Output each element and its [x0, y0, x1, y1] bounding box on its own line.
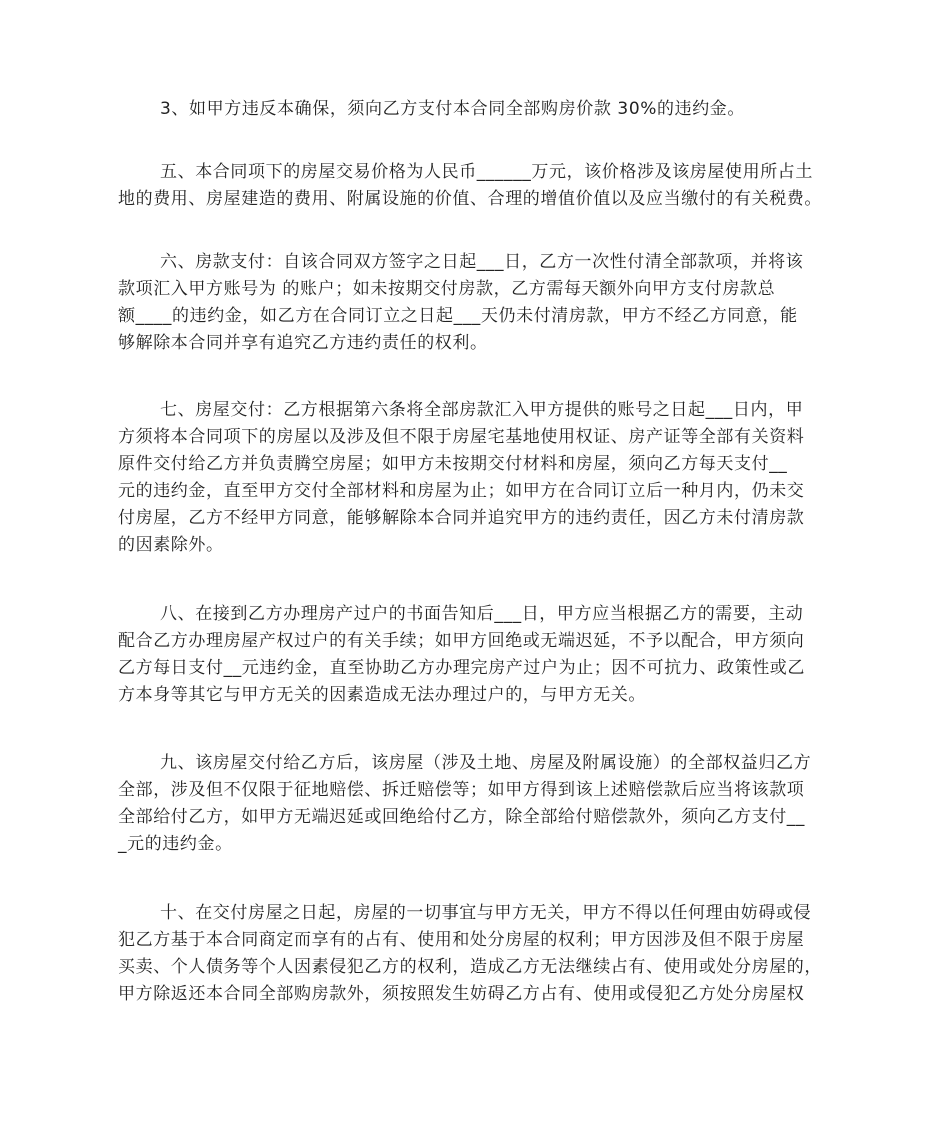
paragraph-line: 五、本合同项下的房屋交易价格为人民币______万元，该价格涉及该房屋使用所占土: [160, 162, 813, 182]
paragraph-line: 付房屋，乙方不经甲方同意，能够解除本合同并追究甲方的违约责任，因乙方未付清房款: [118, 508, 805, 528]
paragraph-line: _元的违约金。: [118, 834, 233, 854]
paragraph-line: 九、该房屋交付给乙方后，该房屋（涉及土地、房屋及附属设施）的全部权益归乙方: [160, 753, 812, 773]
paragraph-line: 六、房款支付：自该合同双方签字之日起___日，乙方一次性付清全部款项，并将该: [160, 252, 804, 272]
paragraph-line: 的因素除外。: [118, 535, 224, 555]
paragraph-line: 元的违约金，直至甲方交付全部材料和房屋为止；如甲方在合同订立后一种月内，仍未交: [118, 481, 805, 501]
paragraph-line: 七、房屋交付：乙方根据第六条将全部房款汇入甲方提供的账号之日起___日内，甲: [160, 400, 804, 420]
clause-6-paragraph: [118, 249, 838, 357]
paragraph-line: 款项汇入甲方账号为 的账户；如未按期交付房款，乙方需每天额外向甲方支付房款总: [118, 279, 776, 299]
clause-9-paragraph: [118, 750, 838, 858]
paragraph-line: 十、在交付房屋之日起，房屋的一切事宜与甲方无关，甲方不得以任何理由妨碍或侵: [160, 903, 812, 923]
paragraph-line: 全部给付乙方，如甲方无端迟延或回绝给付乙方，除全部给付赔偿款外，须向乙方支付__: [118, 807, 805, 827]
paragraph-line: 八、在接到乙方办理房产过户的书面告知后___日，甲方应当根据乙方的需要，主动: [160, 604, 804, 624]
paragraph-line: 原件交付给乙方并负责腾空房屋；如甲方未按期交付材料和房屋，须向乙方每天支付__: [118, 454, 788, 474]
clause-7-paragraph: [118, 397, 838, 559]
clause-10-paragraph: [118, 900, 838, 1008]
paragraph-line: 3、如甲方违反本确保，须向乙方支付本合同全部购房价款 30%的违约金。: [160, 99, 746, 119]
clause-5-paragraph: [118, 159, 838, 213]
paragraph-line: 方须将本合同项下的房屋以及涉及但不限于房屋宅基地使用权证、房产证等全部有关资料: [118, 427, 805, 447]
paragraph-line: 犯乙方基于本合同商定而享有的占有、使用和处分房屋的权利；甲方因涉及但不限于房屋: [118, 930, 805, 950]
paragraph-line: 地的费用、房屋建造的费用、附属设施的价值、合理的增值价值以及应当缴付的有关税费。: [118, 189, 822, 209]
paragraph-line: 方本身等其它与甲方无关的因素造成无法办理过户的，与甲方无关。: [118, 685, 646, 705]
paragraph-line: 够解除本合同并享有追究乙方违约责任的权利。: [118, 333, 488, 353]
paragraph-line: 配合乙方办理房屋产权过户的有关手续；如甲方回绝或无端迟延，不予以配合，甲方须向: [118, 631, 805, 651]
clause-3-paragraph: [118, 96, 838, 123]
clause-8-paragraph: [118, 601, 838, 709]
paragraph-line: 额____的违约金，如乙方在合同订立之日起___天仍未付清房款，甲方不经乙方同意，能: [118, 306, 798, 326]
paragraph-line: 全部，涉及但不仅限于征地赔偿、拆迁赔偿等；如甲方得到该上述赔偿款后应当将该款项: [118, 780, 805, 800]
paragraph-line: 乙方每日支付__元违约金，直至协助乙方办理完房产过户为止；因不可抗力、政策性或乙: [118, 658, 805, 678]
paragraph-line: 甲方除返还本合同全部购房款外，须按照发生妨碍乙方占有、使用或侵犯乙方处分房屋权: [118, 984, 805, 1004]
paragraph-line: 买卖、个人债务等个人因素侵犯乙方的权利，造成乙方无法继续占有、使用或处分房屋的，: [118, 957, 822, 977]
